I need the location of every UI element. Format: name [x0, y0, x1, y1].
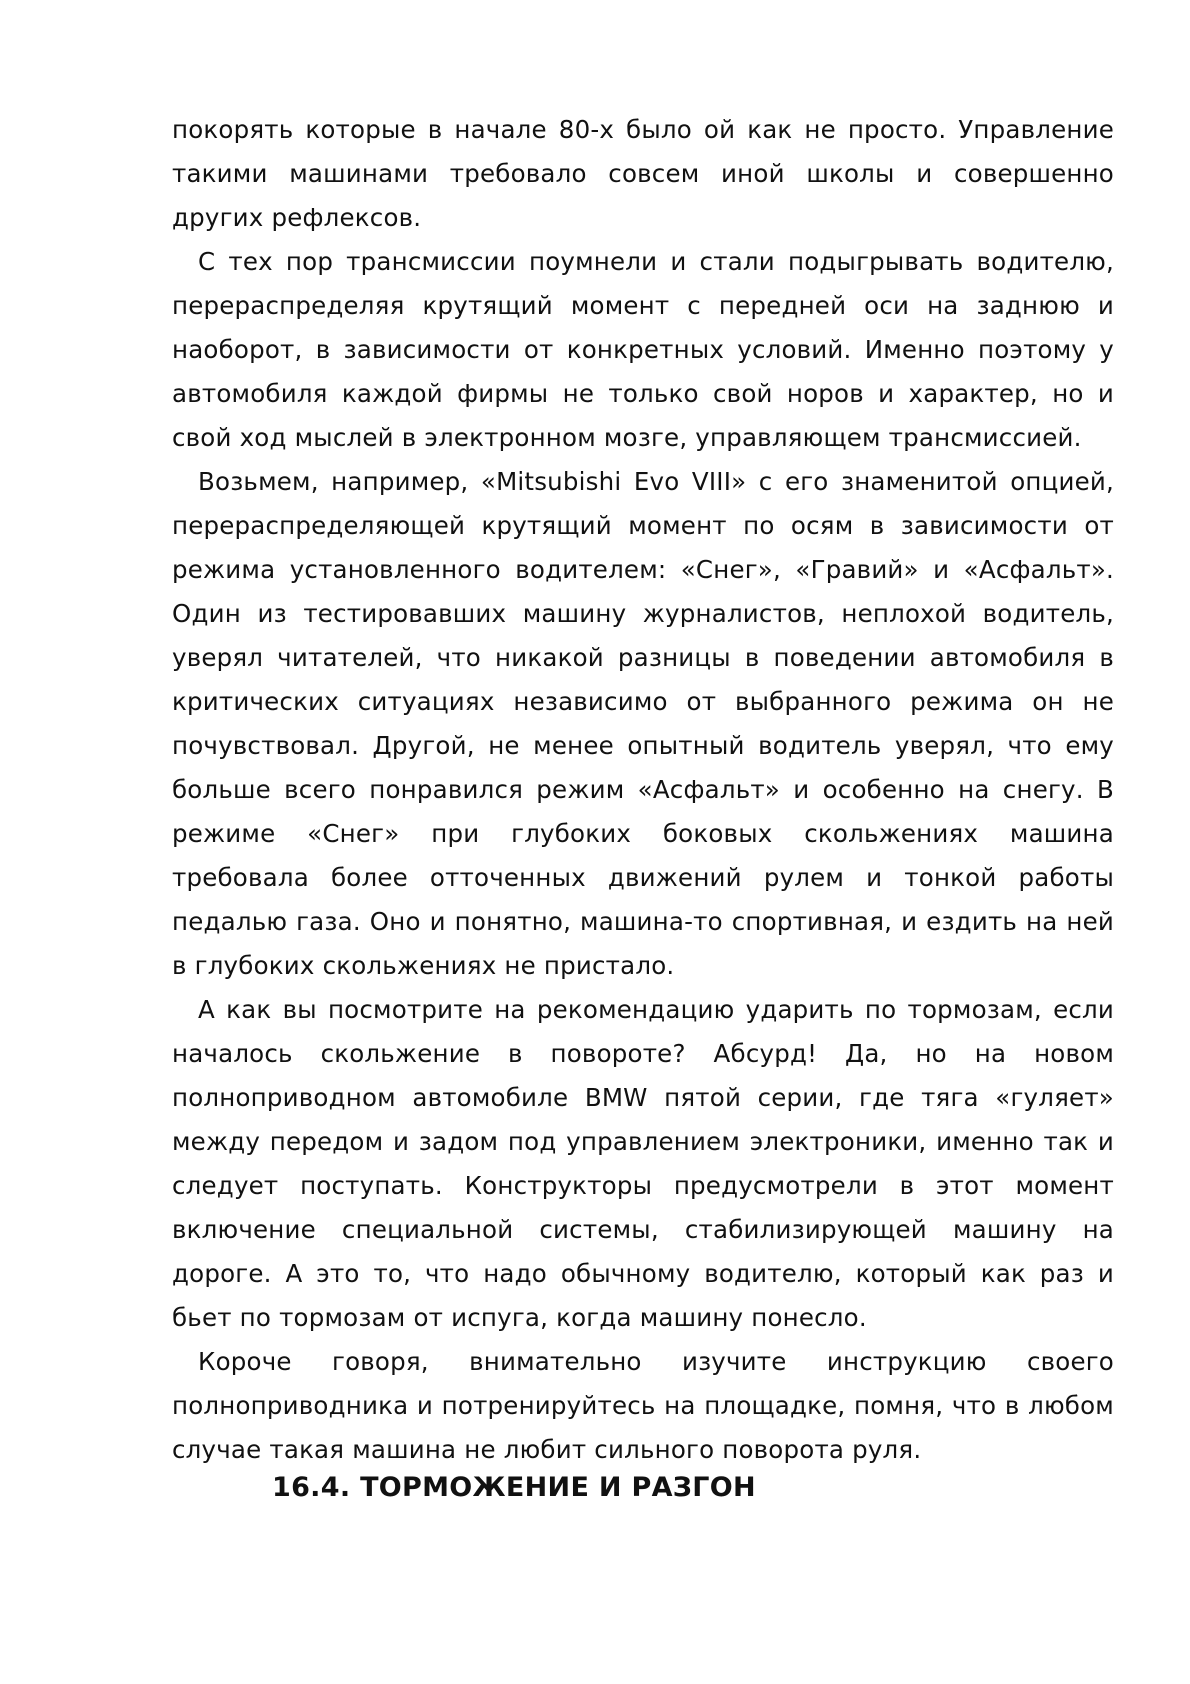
- paragraph-mitsubishi: Возьмем, например, «Mitsubishi Evo VIII» с его знаменитой опцией, перераспределяющей крутящий момент по осям в зависимости от режима установленного водителем: «Снег», «Гравий» и «Асфальт». Один из тестировавших машину журналистов, неплохой водитель, уверял читателей, что никакой разницы в поведении автомобиля в критических ситуациях независимо от выбранного режима он не почувствовал. Другой, не менее опытный водитель уверял, что ему больше всего понравился режим «Асфальт» и особенно на снегу. В режиме «Снег» при глубоких боковых скольжениях машина требовала более отточенных движений рулем и тонкой работы педалью газа. Оно и понятно, машина-то спортивная, и ездить на ней в глубоких скольжениях не пристало.: [172, 467, 1114, 980]
- paragraph-continuation: покорять которые в начале 80-х было ой как не просто. Управление такими машинами требовало совсем иной школы и совершенно других рефлексов.: [172, 115, 1114, 232]
- section-heading: 16.4. ТОРМОЖЕНИЕ И РАЗГОН: [272, 1472, 756, 1503]
- body-text: [172, 108, 1114, 1472]
- paragraph-bmw: А как вы посмотрите на рекомендацию ударить по тормозам, если началось скольжение в повороте? Абсурд! Да, но на новом полноприводном автомобиле BMW пятой серии, где тяга «гуляет» между передом и задом под управлением электроники, именно так и следует поступать. Конструкторы предусмотрели в этот момент включение специальной системы, стабилизирующей машину на дороге. А это то, что надо обычному водителю, который как раз и бьет по тормозам от испуга, когда машину понесло.: [172, 995, 1114, 1332]
- paragraph-conclusion: Короче говоря, внимательно изучите инструкцию своего полноприводника и потренируйтесь на площадке, помня, что в любом случае такая машина не любит сильного поворота руля.: [172, 1347, 1114, 1464]
- paragraph-transmissions: С тех пор трансмиссии поумнели и стали подыгрывать водителю, перераспределяя крутящий момент с передней оси на заднюю и наоборот, в зависимости от конкретных условий. Именно поэтому у автомобиля каждой фирмы не только свой норов и характер, но и свой ход мыслей в электронном мозге, управляющем трансмиссией.: [172, 247, 1114, 452]
